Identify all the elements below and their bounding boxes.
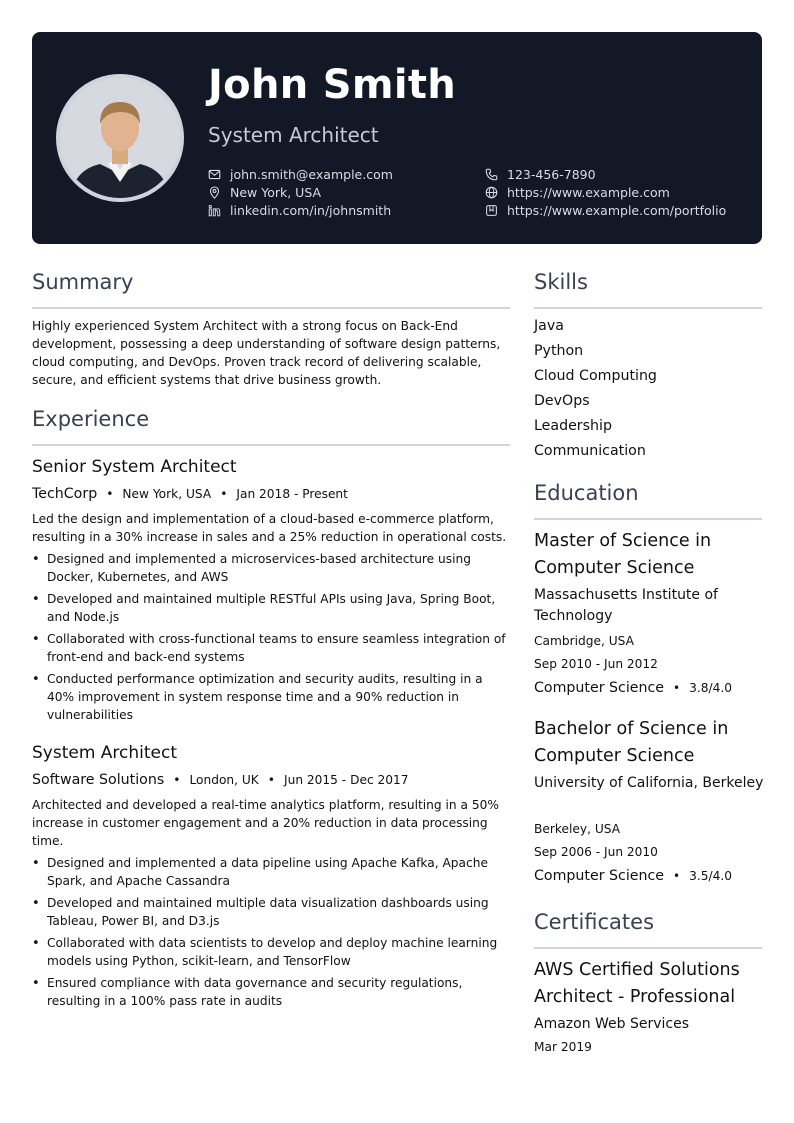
separator-dot: • <box>106 487 114 501</box>
job-bullet: • Conducted performance optimization and security audits, resulting in a 40% improvement in system response time and a 90% reduction in vulnerabilities <box>32 670 512 724</box>
contact-website[interactable] <box>485 183 670 201</box>
skill-item: Cloud Computing <box>534 368 657 384</box>
education-field-name: Computer Science <box>534 868 665 884</box>
globe-icon <box>485 186 498 199</box>
experience-title: Experience <box>32 407 150 431</box>
experience-divider <box>32 444 510 446</box>
skill-item: Python <box>534 343 584 359</box>
phone-icon <box>485 168 498 181</box>
certificate-name: AWS Certified Solutions Architect - Professional <box>534 960 740 1007</box>
contact-location <box>208 183 321 201</box>
education-dates: Sep 2006 - Jun 2010 <box>534 845 658 859</box>
contact-linkedin-text: linkedin.com/in/johnsmith <box>230 202 392 218</box>
separator-dot: • <box>673 869 681 883</box>
contact-linkedin[interactable] <box>208 201 391 219</box>
job-bullet: • Collaborated with cross-functional teams to ensure seamless integration of front-end and back-end systems <box>32 630 512 666</box>
skill-item: Communication <box>534 443 646 459</box>
education-divider <box>534 518 762 520</box>
summary-title: Summary <box>32 270 134 294</box>
certificates-title: Certificates <box>534 910 655 934</box>
linkedin-icon <box>208 204 221 217</box>
contact-website-text: https://www.example.com <box>507 184 670 200</box>
job-meta <box>32 772 409 788</box>
skills-title: Skills <box>534 270 588 294</box>
job-title: System Architect <box>32 743 178 763</box>
job-bullet: • Collaborated with data scientists to develop and deploy machine learning models using Python, scikit-learn, and TensorFlow <box>32 934 512 970</box>
contact-phone-text: 123-456-7890 <box>507 166 596 182</box>
candidate-name: John Smith <box>208 62 457 108</box>
education-degree: Master of Science in Computer Science <box>534 531 712 578</box>
contact-email[interactable] <box>208 165 393 183</box>
skills-divider <box>534 307 762 309</box>
mail-icon <box>208 168 221 181</box>
separator-dot: • <box>267 773 275 787</box>
candidate-role: System Architect <box>208 123 379 147</box>
certificates-divider <box>534 947 762 949</box>
certificate-issuer: Amazon Web Services <box>534 1016 690 1032</box>
education-location: Berkeley, USA <box>534 822 621 836</box>
job-bullet: • Developed and maintained multiple data visualization dashboards using Tableau, Power BI, and D3.js <box>32 894 512 930</box>
job-title: Senior System Architect <box>32 457 237 477</box>
education-gpa: 3.5/4.0 <box>689 869 732 883</box>
contact-portfolio-text: https://www.example.com/portfolio <box>507 202 727 218</box>
job-bullet: • Ensured compliance with data governance and security regulations, resulting in a 100% pass rate in audits <box>32 974 512 1010</box>
job-company: TechCorp <box>32 486 98 502</box>
separator-dot: • <box>220 487 228 501</box>
education-dates: Sep 2010 - Jun 2012 <box>534 657 658 671</box>
skill-item: Leadership <box>534 418 612 434</box>
job-bullet: • Designed and implemented a data pipeline using Apache Kafka, Apache Spark, and Apache Cassandra <box>32 854 512 890</box>
job-meta <box>32 486 348 502</box>
summary-text: Highly experienced System Architect with a strong focus on Back-End development, possessing a deep understanding of software design patterns, cloud computing, and DevOps. Proven track record of delivering scalable, secure, and efficient systems that drive business growth. <box>32 319 501 387</box>
education-title: Education <box>534 481 639 505</box>
job-bullets <box>32 854 512 1014</box>
separator-dot: • <box>673 681 681 695</box>
summary-divider <box>32 307 510 309</box>
education-school: Massachusetts Institute of Technology <box>534 587 718 624</box>
skill-item: Java <box>534 318 564 334</box>
contact-location-text: New York, USA <box>230 184 322 200</box>
job-location: New York, USA <box>122 487 212 501</box>
resume-header <box>32 32 762 244</box>
bookmark-icon <box>485 204 498 217</box>
education-gpa: 3.8/4.0 <box>689 681 732 695</box>
job-dates: Jun 2015 - Dec 2017 <box>284 773 409 787</box>
separator-dot: • <box>173 773 181 787</box>
job-dates: Jan 2018 - Present <box>236 487 348 501</box>
contact-portfolio[interactable] <box>485 201 726 219</box>
job-location: London, UK <box>189 773 259 787</box>
profile-photo-image <box>60 78 180 198</box>
job-bullets <box>32 550 512 728</box>
map-pin-icon <box>208 186 221 199</box>
education-degree: Bachelor of Science in Computer Science <box>534 719 729 766</box>
job-description: Led the design and implementation of a cloud-based e-commerce platform, resulting in a 30% increase in sales and a 25% reduction in operational costs. <box>32 512 507 544</box>
profile-photo <box>56 74 184 202</box>
skill-item: DevOps <box>534 393 590 409</box>
job-company: Software Solutions <box>32 772 165 788</box>
certificate-date: Mar 2019 <box>534 1040 592 1054</box>
job-description: Architected and developed a real-time analytics platform, resulting in a 50% increase in customer engagement and a 20% reduction in data processing time. <box>32 798 499 848</box>
job-bullet: • Designed and implemented a microservices-based architecture using Docker, Kubernetes, and AWS <box>32 550 512 586</box>
education-location: Cambridge, USA <box>534 634 634 648</box>
education-school: University of California, Berkeley <box>534 775 764 791</box>
education-field <box>534 680 732 696</box>
education-field-name: Computer Science <box>534 680 665 696</box>
contact-email-text: john.smith@example.com <box>230 166 393 182</box>
job-bullet: • Developed and maintained multiple RESTful APIs using Java, Spring Boot, and Node.js <box>32 590 512 626</box>
education-field <box>534 868 732 884</box>
contact-phone[interactable] <box>485 165 596 183</box>
